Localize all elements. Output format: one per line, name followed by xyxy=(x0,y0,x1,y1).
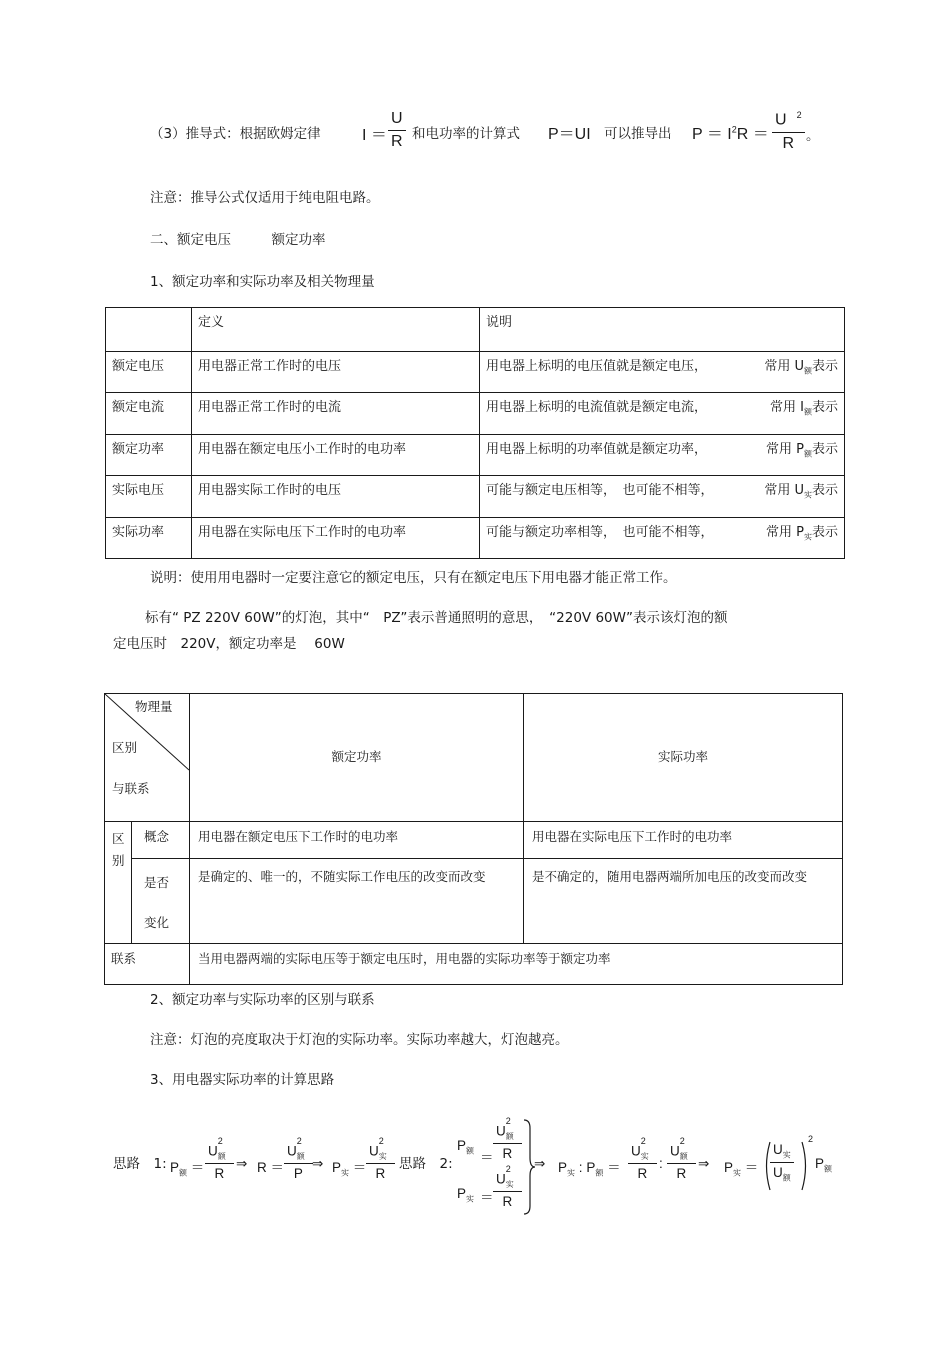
table2-header-rated: 额定功率 xyxy=(190,694,524,822)
section3-lead: （3）推导式：根据欧姆定律 xyxy=(150,126,321,142)
table1-header-def: 定义 xyxy=(192,308,480,352)
table2-row-relation-content: 当用电器两端的实际电压等于额定电压时，用电器的实际功率等于额定功率 xyxy=(190,944,843,985)
route2-P-rated: $P_额$ xyxy=(457,1138,475,1156)
row-def: 用电器正常工作时的电压 xyxy=(198,359,342,374)
fraction-U2-over-R: $\frac{U ^2}{R}$ xyxy=(772,110,805,153)
table-row xyxy=(106,435,845,476)
row-def: 用电器正常工作时的电流 xyxy=(198,400,342,415)
fraction-U-over-R: $\frac{U}{R}$ xyxy=(388,110,406,152)
route2-arrow-2: ⇒ xyxy=(698,1156,710,1171)
section3-mid2: 可以推导出 xyxy=(604,126,672,142)
row-desc: 用电器上标明的电压值就是额定电压， 常用 $U_额$表示 xyxy=(486,359,838,376)
table2-row-change-rated: 是确定的、唯一的，不随实际工作电压的改变而改变 xyxy=(190,859,524,944)
row-name: 实际电压 xyxy=(112,483,165,498)
table2-row-relation-label: 联系 xyxy=(105,944,190,985)
table1-header-row xyxy=(106,308,845,352)
comparison-table xyxy=(104,693,843,982)
row-def: 用电器实际工作时的电压 xyxy=(198,483,342,498)
row-desc: 可能与额定电压相等， 也可能不相等， 常用 $U_实$表示 xyxy=(486,483,838,500)
route2-P-rated-end: $P_额$ xyxy=(815,1156,833,1174)
table2-row-change-label: 是否 变化 xyxy=(132,859,190,944)
table1-header-desc: 说明 xyxy=(480,308,845,352)
table-row xyxy=(106,352,845,393)
table2-row-concept-label: 概念 xyxy=(132,822,190,859)
table-row xyxy=(106,518,845,559)
bulb-example-line2: 定电压时 220V，额定功率是 60W xyxy=(113,636,345,652)
table2-group-label: 区 别 xyxy=(105,822,132,944)
right-paren-icon xyxy=(800,1140,810,1192)
rated-quantities-table xyxy=(105,307,845,559)
note-brightness: 注意：灯泡的亮度取决于灯泡的实际功率。实际功率越大，灯泡越亮。 xyxy=(150,1032,569,1048)
route2-colon: : xyxy=(659,1156,663,1171)
route2-square: 2 xyxy=(808,1134,814,1144)
row-desc: 可能与额定功率相等， 也可能不相等， 常用 $P_实$表示 xyxy=(486,525,838,542)
row-desc: 用电器上标明的电流值就是额定电流， 常用 $I_额$表示 xyxy=(486,400,838,417)
route2-arrow-1: ⇒ xyxy=(534,1156,546,1171)
route2-frac-Ue2-R: $U_额^2$ R xyxy=(493,1122,522,1162)
route1-frac-U2-R: $U_额^2$ R xyxy=(205,1142,234,1182)
table-row xyxy=(106,393,845,435)
corner-label-relation: 与联系 xyxy=(112,781,150,796)
table2-corner xyxy=(105,694,190,822)
route2-frac-Us-Ue: $U_实$ $U_额$ xyxy=(770,1142,794,1183)
bulb-example-line1: 标有“ PZ 220V 60W”的灯泡，其中“ PZ”表示普通照明的意思， “220V 60W”表示该灯泡的额 xyxy=(145,610,728,626)
heading-rated: 二、额定电压 额定功率 xyxy=(150,232,326,248)
route2-P-actual: $P_实$ xyxy=(457,1186,475,1204)
route2-frac-Ue2-R-b: $U_额^2$ R xyxy=(667,1142,696,1182)
table-row xyxy=(106,476,845,518)
table2-row-change-actual: 是不确定的，随用电器两端所加电压的改变而改变 xyxy=(524,859,843,944)
route1-frac-Us2-R: $U_实^2$ R xyxy=(366,1142,395,1182)
route1-R-eq: R ＝ xyxy=(257,1160,284,1175)
row-name: 实际功率 xyxy=(112,525,165,540)
item-3-title: 3、用电器实际功率的计算思路 xyxy=(150,1072,335,1088)
route2-eq-2: ＝ xyxy=(480,1190,494,1205)
route1-arrow-2: ⇒ xyxy=(312,1156,324,1171)
section3-tail: 。 xyxy=(806,128,820,144)
item-1-title: 1、额定功率和实际功率及相关物理量 xyxy=(150,274,375,290)
table2-row-concept-actual: 用电器在实际电压下工作时的电功率 xyxy=(524,822,843,859)
route-2-label: 思路 2: xyxy=(399,1156,453,1172)
row-name: 额定功率 xyxy=(112,442,165,457)
row-def: 用电器在额定电压小工作时的电功率 xyxy=(198,442,407,457)
route2-frac-Us2-R-b: $U_实^2$ R xyxy=(628,1142,657,1182)
route1-P-rated: $P_额$ ＝ xyxy=(170,1160,205,1178)
note-rated-voltage: 说明：使用用电器时一定要注意它的额定电压，只有在额定电压下用电器才能正常工作。 xyxy=(150,570,677,586)
row-name: 额定电流 xyxy=(112,400,165,415)
corner-label-difference: 区别 xyxy=(112,740,138,755)
route1-frac-U2-P: $U_额^2$ P xyxy=(284,1142,313,1182)
row-name: 额定电压 xyxy=(112,359,165,374)
route-1-label: 思路 1: xyxy=(113,1156,167,1172)
table1-corner xyxy=(106,308,192,352)
route2-P-actual-result: $P_实$ ＝ xyxy=(724,1160,759,1178)
route2-eq-1: ＝ xyxy=(480,1150,494,1165)
formula-P-UI: P＝UI xyxy=(548,126,591,143)
route1-P-actual: $P_实$ ＝ xyxy=(332,1160,367,1178)
route2-ratio: $P_实$ : $P_额$ ＝ xyxy=(558,1160,621,1178)
table2-header-actual: 实际功率 xyxy=(524,694,843,822)
formula-P-I2R: $P = I^2R$ ＝ xyxy=(692,124,769,143)
section3-mid: 和电功率的计算式 xyxy=(412,126,520,142)
route2-frac-Us2-R: $U_实^2$ R xyxy=(493,1170,522,1210)
row-desc: 用电器上标明的功率值就是额定功率， 常用 $P_额$表示 xyxy=(486,442,838,459)
formula-I: I ＝ xyxy=(362,127,387,144)
note-pure-resistance: 注意：推导公式仅适用于纯电阻电路。 xyxy=(150,190,380,206)
route1-arrow-1: ⇒ xyxy=(236,1156,248,1171)
row-def: 用电器在实际电压下工作时的电功率 xyxy=(198,525,407,540)
table2-row-concept-rated: 用电器在额定电压下工作时的电功率 xyxy=(190,822,524,859)
item-2-title: 2、额定功率与实际功率的区别与联系 xyxy=(150,992,375,1008)
corner-label-quantity: 物理量 xyxy=(135,699,173,714)
